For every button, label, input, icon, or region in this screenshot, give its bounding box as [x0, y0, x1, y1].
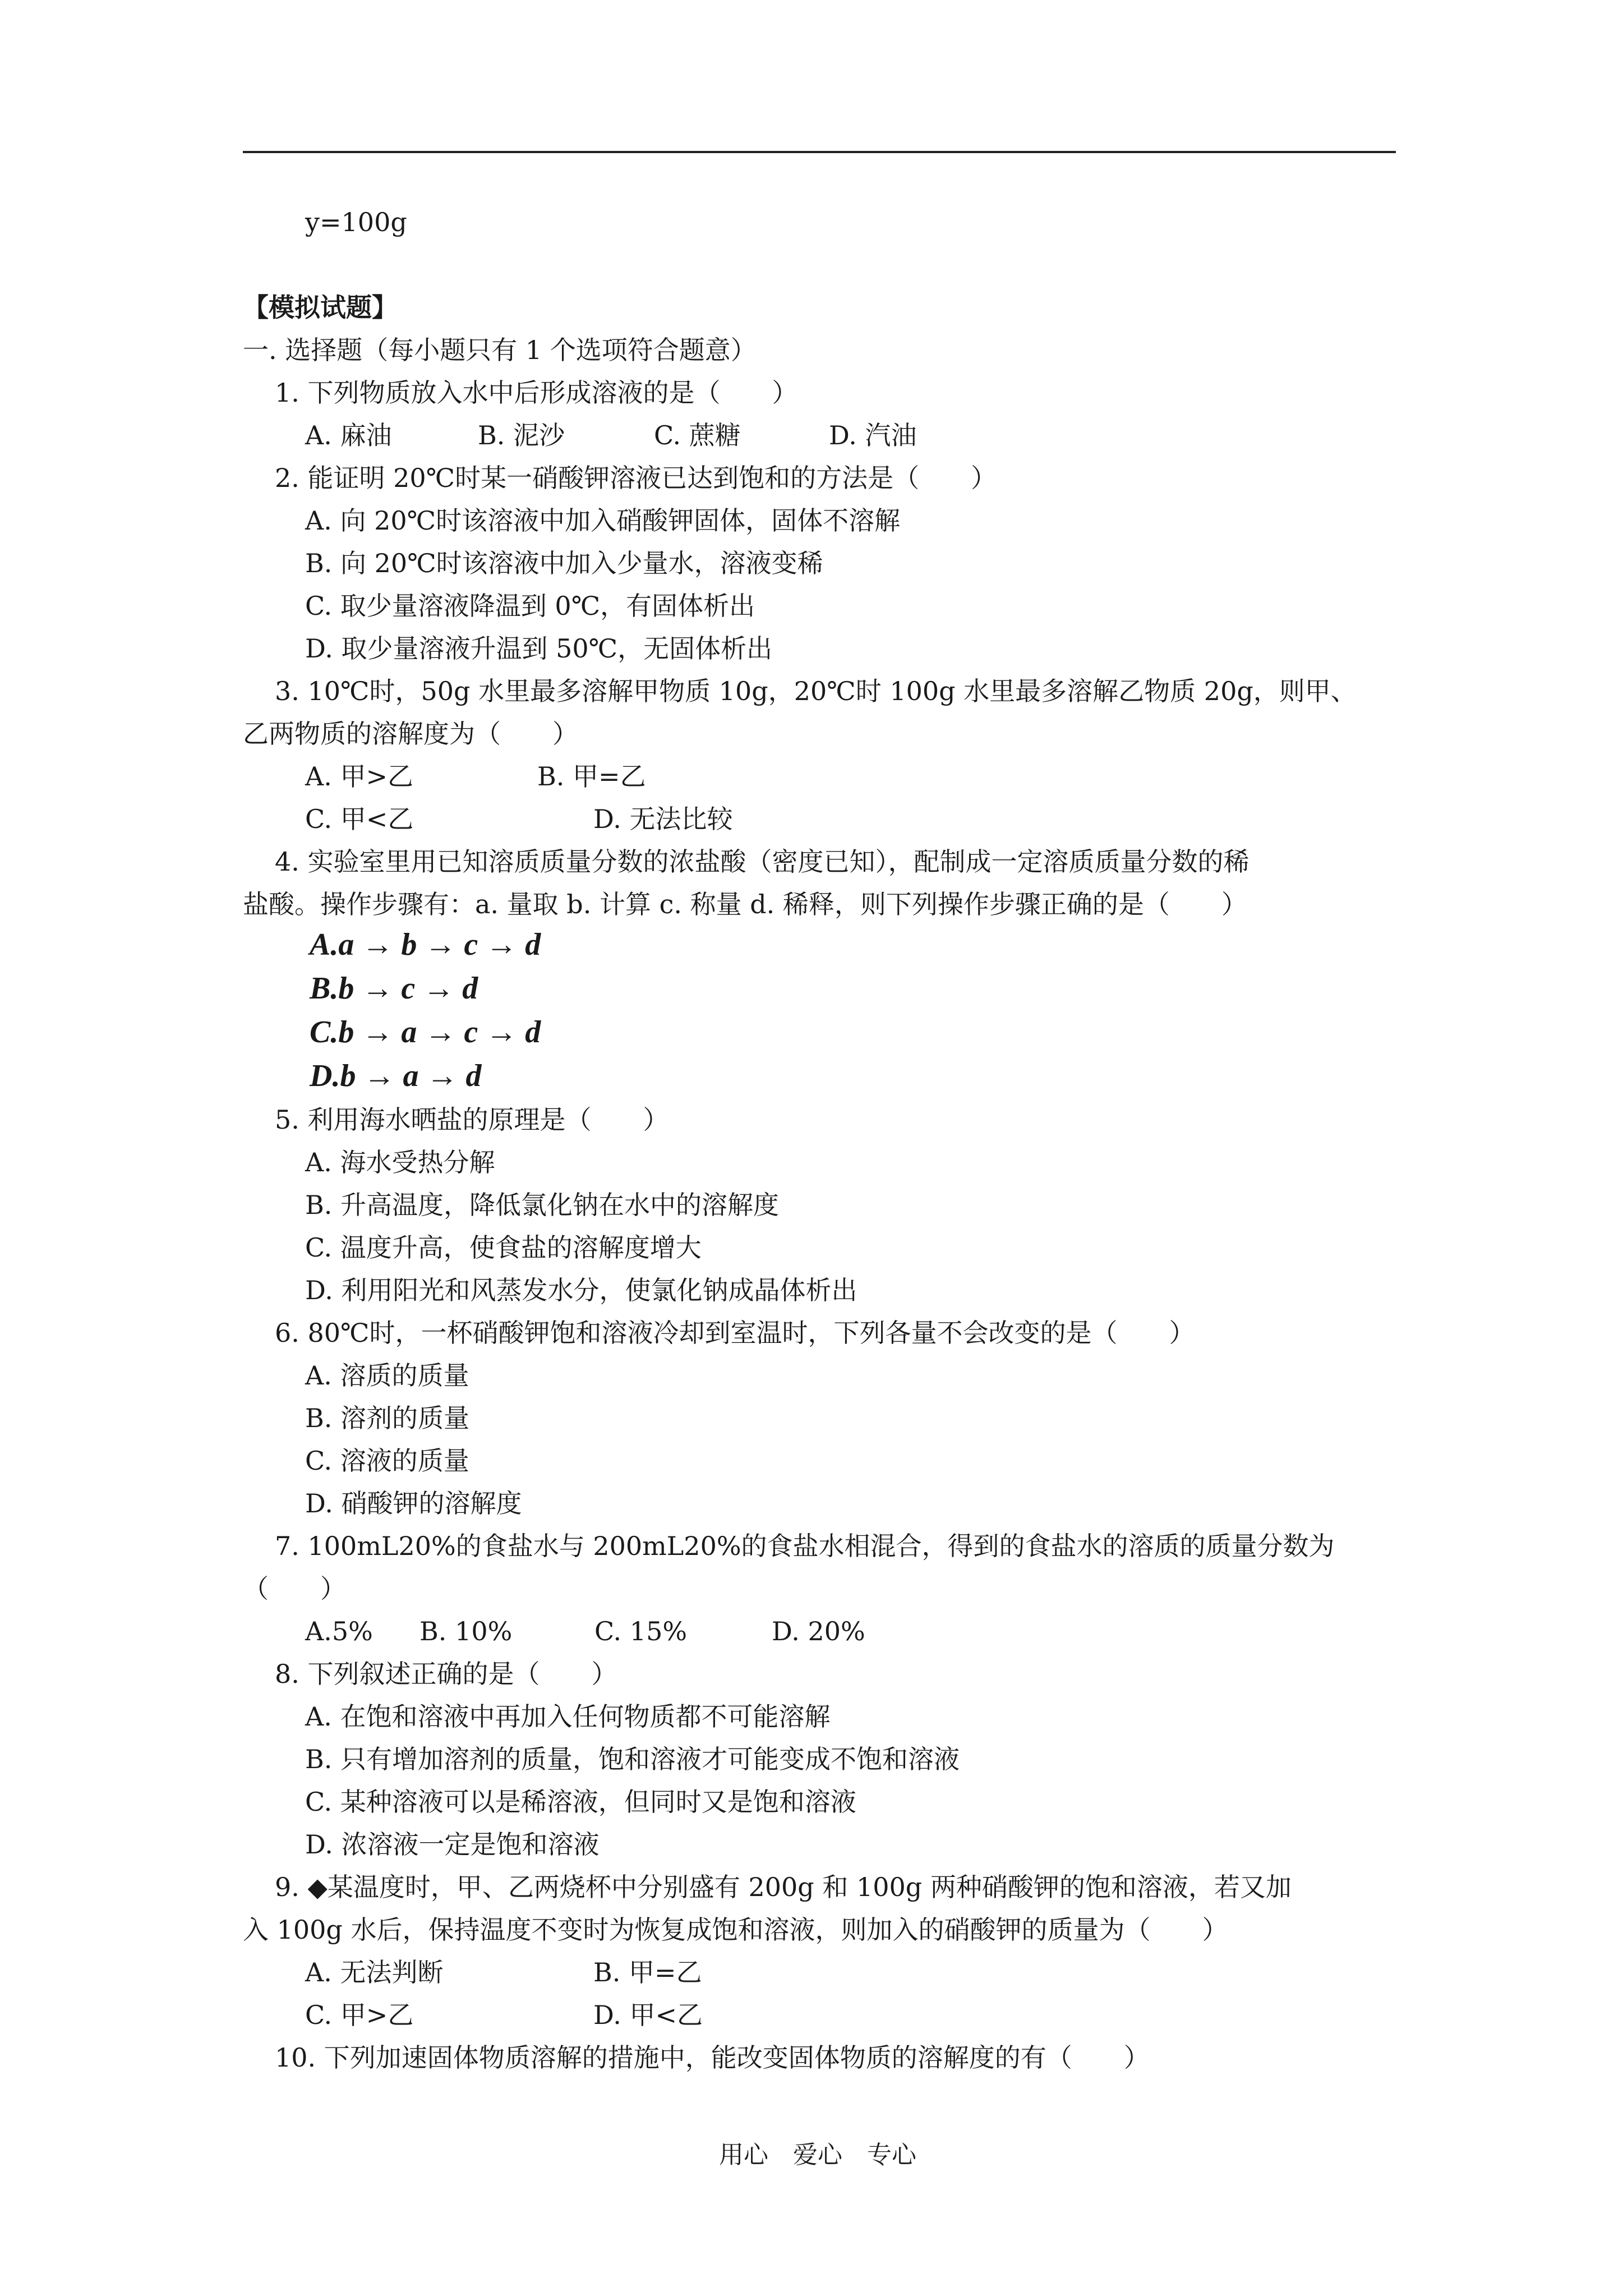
- q5-option-c: C. 温度升高，使食盐的溶解度增大: [305, 1232, 702, 1263]
- q1-stem: 1. 下列物质放入水中后形成溶液的是（ ）: [275, 378, 798, 408]
- q7-stem-line1: 7. 100mL20%的食盐水与 200mL20%的食盐水相混合，得到的食盐水的溶质的质量分数为: [275, 1531, 1335, 1561]
- q2-option-c: C. 取少量溶液降温到 0℃，有固体析出: [305, 591, 755, 621]
- q2-option-d: D. 取少量溶液升温到 50℃，无固体析出: [305, 633, 773, 664]
- q7-stem-line2: （ ）: [243, 1573, 346, 1604]
- q7-option-a: A.5%: [305, 1616, 373, 1646]
- q3-stem-line1: 3. 10℃时，50g 水里最多溶解甲物质 10g，20℃时 100g 水里最多溶解乙物质 20g，则甲、: [275, 676, 1357, 706]
- q6-option-d: D. 硝酸钾的溶解度: [305, 1488, 522, 1519]
- q9-option-a: A. 无法判断: [305, 1957, 444, 1987]
- q9-stem-line1: 9. ◆某温度时，甲、乙两烧杯中分别盛有 200g 和 100g 两种硝酸钾的饱和溶液，若又加: [275, 1872, 1292, 1902]
- section-title: 【模拟试题】: [243, 292, 398, 323]
- page-footer: 用心 爱心 专心: [719, 2141, 916, 2169]
- q2-option-b: B. 向 20℃时该溶液中加入少量水，溶液变稀: [305, 548, 823, 578]
- q3-option-d: D. 无法比较: [593, 804, 733, 834]
- q2-stem: 2. 能证明 20℃时某一硝酸钾溶液已达到饱和的方法是（ ）: [275, 463, 997, 493]
- q6-option-c: C. 溶液的质量: [305, 1446, 469, 1476]
- q8-option-b: B. 只有增加溶剂的质量，饱和溶液才可能变成不饱和溶液: [305, 1744, 960, 1774]
- result-line: y=100g: [305, 207, 407, 237]
- q2-option-a: A. 向 20℃时该溶液中加入硝酸钾固体，固体不溶解: [305, 505, 901, 536]
- q5-option-a: A. 海水受热分解: [305, 1147, 495, 1177]
- q3-option-b: B. 甲=乙: [537, 761, 646, 792]
- part-one-title: 一. 选择题（每小题只有 1 个选项符合题意）: [243, 335, 757, 365]
- q1-option-a: A. 麻油: [305, 420, 392, 450]
- q1-option-d: D. 汽油: [829, 420, 917, 450]
- q4-option-d: D.b → a → d: [310, 1059, 482, 1093]
- q7-option-b: B. 10%: [419, 1616, 513, 1646]
- q4-stem-line1: 4. 实验室里用已知溶质质量分数的浓盐酸（密度已知），配制成一定溶质质量分数的稀: [275, 846, 1249, 877]
- q6-stem: 6. 80℃时，一杯硝酸钾饱和溶液冷却到室温时，下列各量不会改变的是（ ）: [275, 1318, 1195, 1348]
- q4-stem-line2: 盐酸。操作步骤有：a. 量取 b. 计算 c. 称量 d. 稀释，则下列操作步骤正确的是（ ）: [243, 889, 1247, 919]
- q3-option-a: A. 甲>乙: [305, 761, 414, 792]
- q7-option-d: D. 20%: [772, 1616, 865, 1646]
- q3-stem-line2: 乙两物质的溶解度为（ ）: [243, 719, 578, 749]
- q7-option-c: C. 15%: [594, 1616, 688, 1646]
- q8-option-a: A. 在饱和溶液中再加入任何物质都不可能溶解: [305, 1701, 831, 1732]
- q1-option-c: C. 蔗糖: [654, 420, 741, 450]
- q4-option-b: B.b → c → d: [310, 971, 478, 1006]
- q5-stem: 5. 利用海水晒盐的原理是（ ）: [275, 1105, 669, 1135]
- q9-stem-line2: 入 100g 水后，保持温度不变时为恢复成饱和溶液，则加入的硝酸钾的质量为（ ）: [243, 1915, 1228, 1945]
- q4-option-a: A.a → b → c → d: [310, 927, 541, 962]
- q5-option-b: B. 升高温度，降低氯化钠在水中的溶解度: [305, 1190, 780, 1220]
- q8-option-c: C. 某种溶液可以是稀溶液，但同时又是饱和溶液: [305, 1787, 856, 1817]
- q5-option-d: D. 利用阳光和风蒸发水分，使氯化钠成晶体析出: [305, 1275, 857, 1305]
- q8-option-d: D. 浓溶液一定是饱和溶液: [305, 1829, 600, 1860]
- q9-option-c: C. 甲>乙: [305, 2000, 414, 2030]
- q6-option-b: B. 溶剂的质量: [305, 1403, 470, 1433]
- header-rule: [243, 151, 1396, 153]
- q9-option-b: B. 甲=乙: [593, 1957, 702, 1987]
- q6-option-a: A. 溶质的质量: [305, 1360, 469, 1391]
- q1-option-b: B. 泥沙: [478, 420, 565, 450]
- q10-stem: 10. 下列加速固体物质溶解的措施中，能改变固体物质的溶解度的有（ ）: [275, 2042, 1150, 2073]
- q3-option-c: C. 甲<乙: [305, 804, 414, 834]
- q4-option-c: C.b → a → c → d: [310, 1015, 541, 1050]
- q9-option-d: D. 甲<乙: [593, 2000, 703, 2030]
- q8-stem: 8. 下列叙述正确的是（ ）: [275, 1659, 617, 1689]
